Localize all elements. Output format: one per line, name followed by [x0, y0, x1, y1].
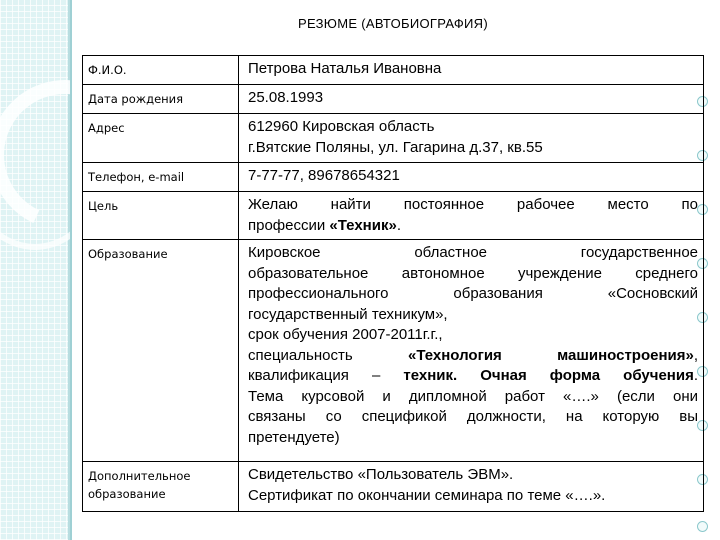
row-label: Образование — [83, 240, 239, 462]
birth-date-value: 25.08.1993 — [239, 85, 704, 114]
education-punctuation: , — [693, 346, 699, 364]
row-label: Адрес — [83, 114, 239, 163]
row-label-line: образование — [88, 487, 166, 501]
table-row-contacts — [83, 163, 704, 192]
table-row-goal — [83, 192, 704, 240]
education-line: срок обучения 2007-2011г.г., — [248, 326, 443, 343]
goal-punctuation: . — [396, 216, 401, 234]
table-row-additional-education — [83, 462, 704, 512]
contacts-value: 7-77-77, 89678654321 — [239, 163, 704, 192]
education-specialty: «Технология машиностроения» — [407, 346, 694, 364]
education-value — [239, 240, 704, 462]
address-value — [239, 114, 704, 163]
additional-education-value — [239, 462, 704, 512]
table-row-full-name — [83, 56, 704, 85]
table-row-education — [83, 240, 704, 462]
education-line: образовательное автономное учреждение среднего — [248, 264, 698, 282]
address-line: 612960 Кировская область — [248, 118, 435, 135]
full-name-value: Петрова Наталья Ивановна — [239, 56, 704, 85]
education-line: Тема курсовой и дипломной работ «….» (если они — [248, 387, 698, 405]
decorative-divider — [70, 0, 72, 540]
address-line: г.Вятские Поляны, ул. Гагарина д.37, кв.55 — [248, 138, 543, 156]
goal-value — [239, 192, 704, 240]
goal-profession: «Техник» — [329, 216, 397, 234]
education-qualification: техник. Очная форма обучения — [403, 367, 694, 384]
row-label: Дата рождения — [83, 85, 239, 114]
decorative-left-strip — [0, 0, 70, 540]
education-text: квалификация – — [248, 367, 404, 384]
education-line: претендуете) — [248, 428, 340, 446]
education-line — [248, 366, 698, 387]
education-line: государственный техникум», — [248, 305, 448, 323]
education-line: Кировское областное государственное — [248, 244, 698, 261]
goal-text: профессии — [248, 216, 330, 234]
row-label — [83, 462, 239, 512]
page-title: РЕЗЮМЕ (АВТОБИОГРАФИЯ) — [297, 16, 489, 31]
education-text: специальность — [248, 346, 408, 364]
row-label: Телефон, e-mail — [83, 163, 239, 192]
binder-ring-icon — [697, 521, 708, 532]
row-label: Ф.И.О. — [83, 56, 239, 85]
goal-line: Желаю найти постоянное рабочее место по — [248, 196, 698, 213]
row-label-line: Дополнительное — [88, 469, 191, 483]
additional-education-line: Свидетельство «Пользователь ЭВМ». — [248, 466, 514, 483]
education-line: профессионального образования «Сосновский — [248, 285, 698, 302]
row-label: Цель — [83, 192, 239, 240]
education-line — [248, 346, 698, 367]
table-row-address — [83, 114, 704, 163]
table-row-birth-date — [83, 85, 704, 114]
education-line: связаны со спецификой должности, на которую вы — [248, 408, 698, 425]
additional-education-line: Сертификат по окончании семинара по теме «….». — [248, 486, 606, 504]
goal-line — [248, 216, 698, 237]
education-punctuation: . — [693, 367, 698, 384]
resume-table — [82, 55, 704, 512]
